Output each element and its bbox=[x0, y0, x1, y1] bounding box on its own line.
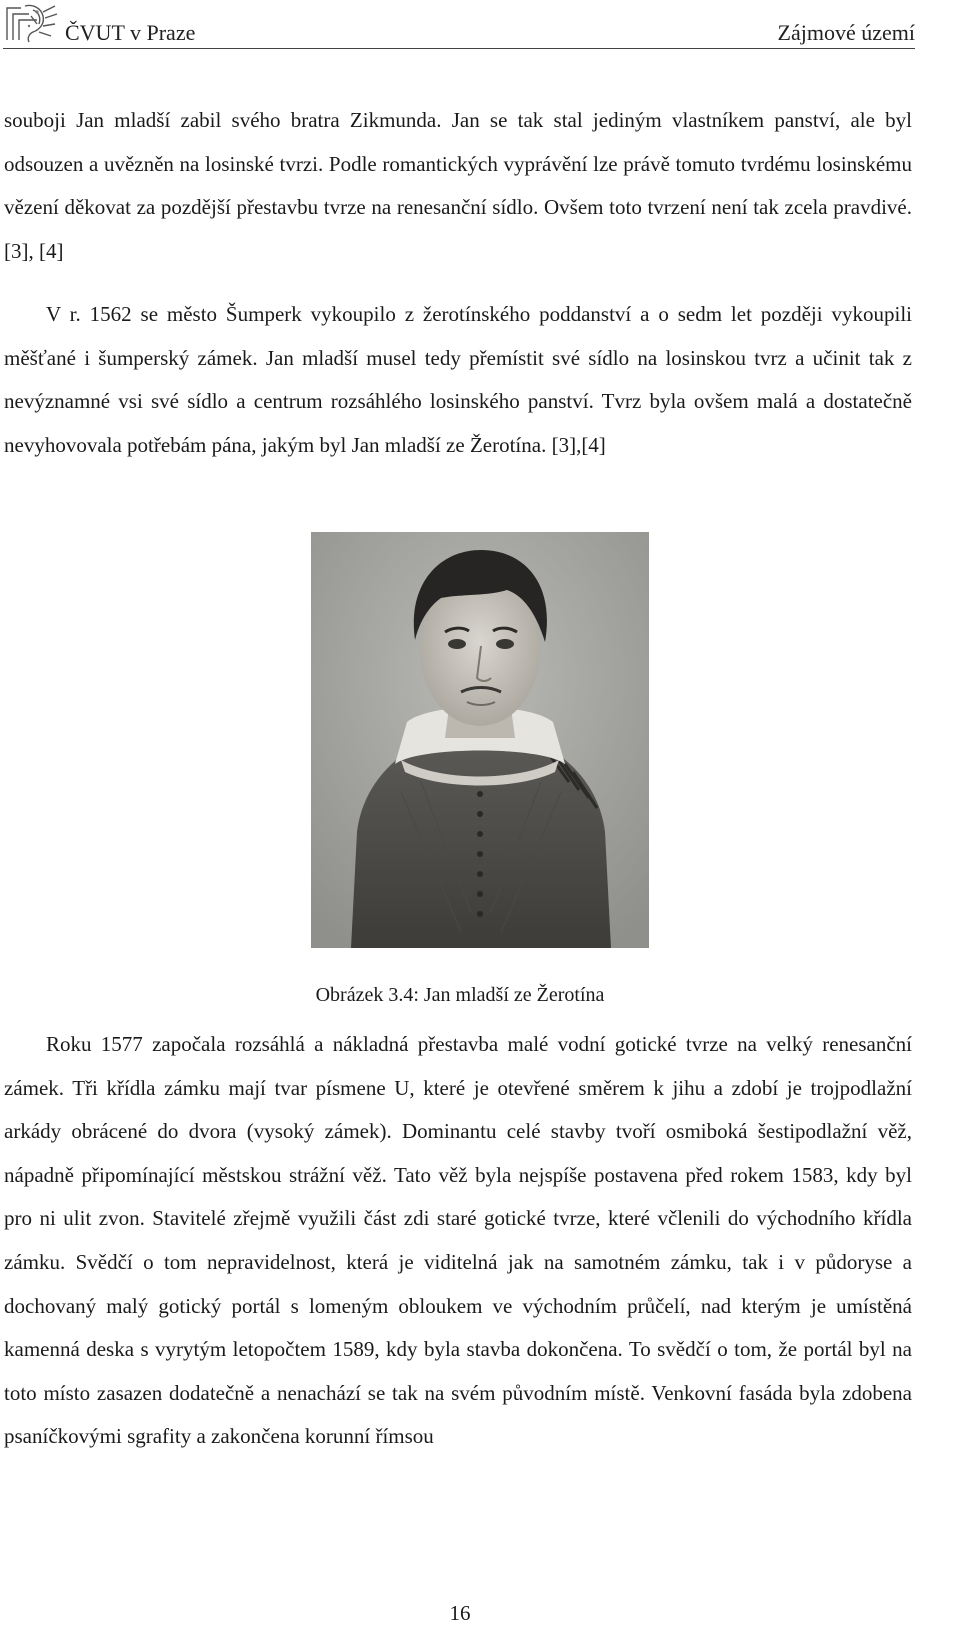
page-header bbox=[3, 0, 915, 49]
paragraph-reconstruction: Roku 1577 započala rozsáhlá a nákladná přestavba malé vodní gotické tvrze na velký renesanční zámek. Tři křídla zámku mají tvar písmene U, které je otevřené směrem k jihu a zdobí je trojpodlažní arkády obrácené do dvora (vysoký zámek). Dominantu celé stavby tvoří osmiboká šestipodlažní věž, nápadně připomínající městskou strážní věž. Tato věž byla nejspíše postavena před rokem 1583, kdy byl pro ni ulit zvon. Stavitelé zřejmě využili část zdi staré gotické tvrze, které včlenili do východního křídla zámku. Svědčí o tom nepravidelnost, která je viditelná jak na samotném zámku, tak i v půdoryse a dochovaný malý gotický portál s lomeným obloukem ve východním průčelí, nad kterým je umístěná kamenná deska s vyrytým letopočtem 1589, kdy byla stavba dokončena. To svědčí o tom, že portál byl na toto místo zasazen dodatečně a nenachází se tak na svém původním místě. Venkovní fasáda byla zdobena psaníčkovými sgrafity a zakončena korunní římsou bbox=[4, 1032, 912, 1449]
university-logo bbox=[3, 2, 59, 44]
figure-caption: Obrázek 3.4: Jan mladší ze Žerotína bbox=[315, 984, 605, 1006]
portrait-image bbox=[311, 532, 649, 948]
university-name: ČVUT v Praze bbox=[65, 20, 196, 45]
paragraph-continuation: souboji Jan mladší zabil svého bratra Zikmunda. Jan se tak stal jediným vlastníkem panství, ale byl odsouzen a uvězněn na losinské tvrzi. Podle romantických vyprávění lze právě tomuto tvrdému losinskému vězení děkovat za pozdější přestavbu tvrze na renesanční sídlo. Ovšem toto tvrzení není tak zcela pravdivé. [3], [4] bbox=[4, 108, 912, 263]
chapter-title: Zájmové území bbox=[777, 20, 915, 45]
paragraph-sumperk: V r. 1562 se město Šumperk vykoupilo z žerotínského poddanství a o sedm let později vykoupili měšťané i šumperský zámek. Jan mladší musel tedy přemístit své sídlo na losinskou tvrz a učinit tak z nevýznamné vsi své sídlo a centrum rozsáhlého losinského panství. Tvrz byla ovšem malá a dostatečně nevyhovovala potřebám pána, jakým byl Jan mladší ze Žerotína. [3],[4] bbox=[4, 302, 912, 457]
portrait-figure bbox=[311, 532, 649, 948]
page-number: 16 bbox=[449, 1601, 471, 1625]
